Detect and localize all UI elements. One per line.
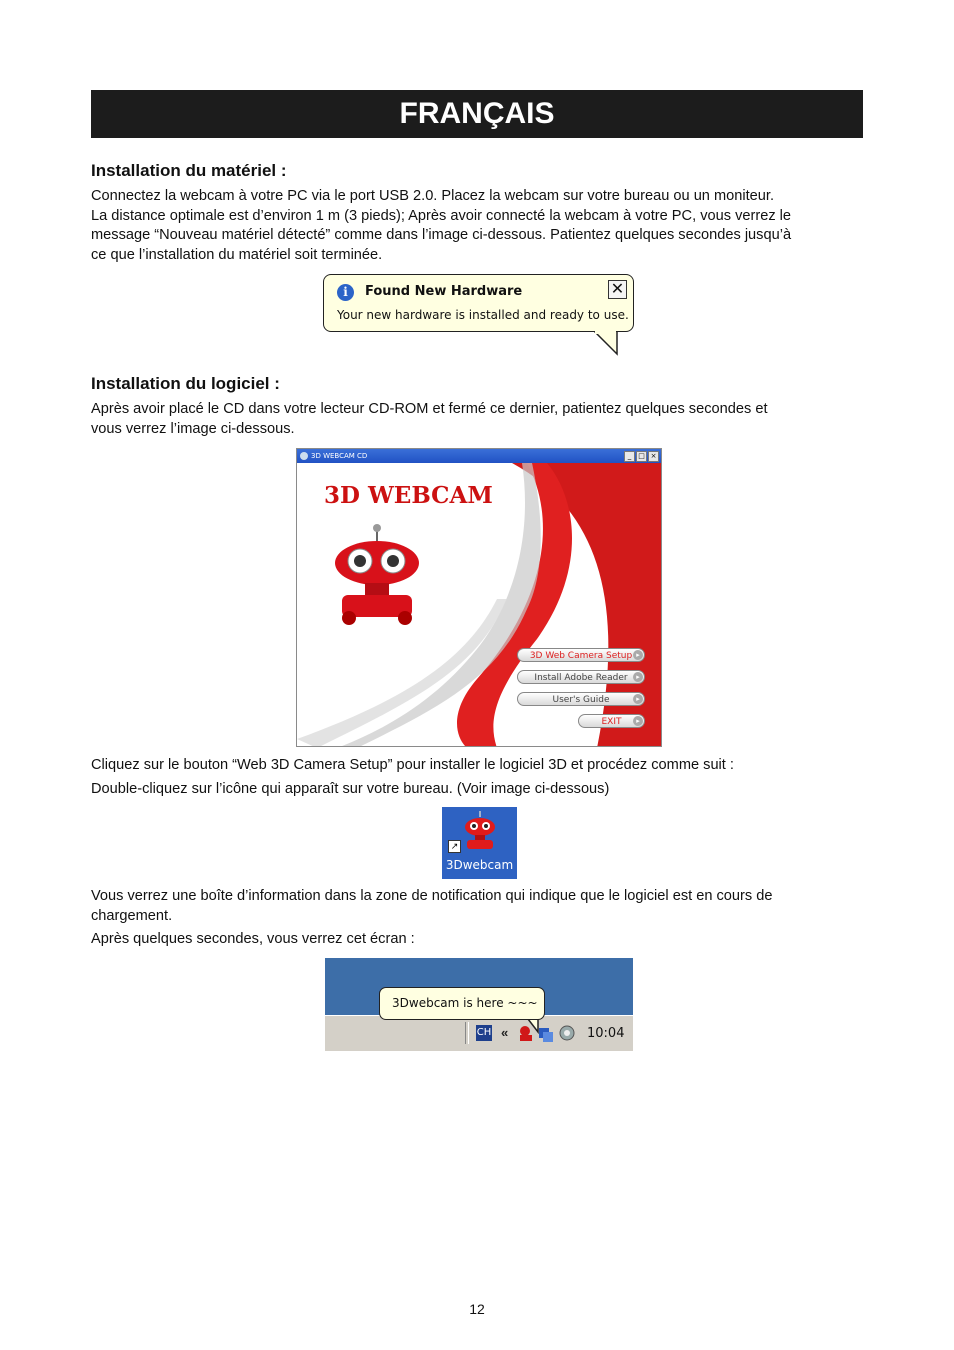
hardware-line: La distance optimale est d’environ 1 m (3 pieds); Après avoir connecté la webcam à votre PC, vous verrez le — [91, 207, 792, 224]
taskbar-divider — [465, 1022, 469, 1044]
balloon-tail-join — [595, 329, 635, 335]
window-titlebar — [297, 449, 661, 463]
window-title: 3D WEBCAM CD — [311, 452, 368, 460]
hardware-line: message “Nouveau matériel détecté” comme dans l’image ci-dessous. Patientez quelques secondes jusqu’à — [91, 227, 792, 243]
balloon-title: Found New Hardware — [365, 284, 523, 299]
maximize-button[interactable]: □ — [636, 451, 647, 462]
chevron-left-icon[interactable]: « — [501, 1025, 509, 1040]
balloon-message: Your new hardware is installed and ready to use. — [337, 308, 629, 322]
tray-icons — [518, 1023, 578, 1045]
cd-icon — [300, 452, 308, 460]
language-indicator[interactable]: CH — [476, 1025, 492, 1041]
final-instruction: Après quelques secondes, vous verrez cet écran : — [91, 931, 415, 947]
webcam-logo: 3D WEBCAM — [324, 482, 493, 509]
setup-button-label: 3D Web Camera Setup — [529, 651, 633, 661]
close-button[interactable]: × — [648, 451, 659, 462]
close-icon[interactable]: ✕ — [608, 280, 627, 299]
hardware-line: Connectez la webcam à votre PC via le port USB 2.0. Placez la webcam sur votre bureau ou un moniteur. — [91, 188, 775, 204]
page-title: FRANÇAIS — [91, 90, 863, 138]
volume-icon — [560, 1026, 574, 1040]
setup-button[interactable]: 3D Web Camera Setup ▸ — [517, 648, 645, 662]
page-number: 12 — [469, 1301, 485, 1317]
exit-label: EXIT — [601, 717, 622, 727]
notification-balloon — [379, 987, 545, 1020]
hardware-line: ce que l’installation du matériel soit terminée. — [91, 246, 383, 263]
network-icon — [539, 1028, 553, 1042]
minimize-button[interactable]: _ — [624, 451, 635, 462]
setup-instructions — [91, 756, 866, 799]
hardware-heading: Installation du matériel : — [91, 161, 287, 180]
webcam-cd-window — [296, 448, 662, 747]
install-adobe-label: Install Adobe Reader — [534, 673, 628, 683]
found-hardware-balloon — [323, 274, 634, 332]
software-line: vous verrez l’image ci-dessous. — [91, 420, 295, 437]
software-line: Après avoir placé le CD dans votre lecteur CD-ROM et fermé ce dernier, patientez quelques secondes et — [91, 401, 768, 417]
users-guide-button[interactable]: User's Guide ▸ — [517, 692, 645, 706]
software-heading: Installation du logiciel : — [91, 374, 280, 393]
software-paragraph — [91, 400, 866, 439]
notification-line: Vous verrez une boîte d’information dans la zone de notification qui indique que le logiciel est en cours de — [91, 888, 773, 904]
taskbar-screenshot — [325, 958, 633, 1051]
desktop-shortcut[interactable] — [442, 807, 517, 879]
webcam-tray-icon — [520, 1026, 532, 1041]
clock[interactable]: 10:04 — [587, 1026, 625, 1041]
info-icon: i — [337, 284, 354, 301]
webcam-mascot-icon — [327, 519, 437, 629]
setup-line: Double-cliquez sur l’icône qui apparaît sur votre bureau. (Voir image ci-dessous) — [91, 780, 610, 797]
notification-text: 3Dwebcam is here ~~~ — [392, 996, 538, 1010]
setup-line: Cliquez sur le bouton “Web 3D Camera Setup” pour installer le logiciel 3D et procédez comme suit : — [91, 757, 734, 773]
shortcut-arrow-icon: ↗ — [448, 840, 461, 853]
notification-paragraph — [91, 887, 866, 926]
users-guide-label: User's Guide — [552, 695, 610, 705]
exit-button[interactable]: EXIT ▸ — [578, 714, 645, 728]
install-adobe-button[interactable]: Install Adobe Reader ▸ — [517, 670, 645, 684]
notification-line: chargement. — [91, 907, 173, 924]
desktop-icon-label: 3Dwebcam — [445, 858, 514, 872]
